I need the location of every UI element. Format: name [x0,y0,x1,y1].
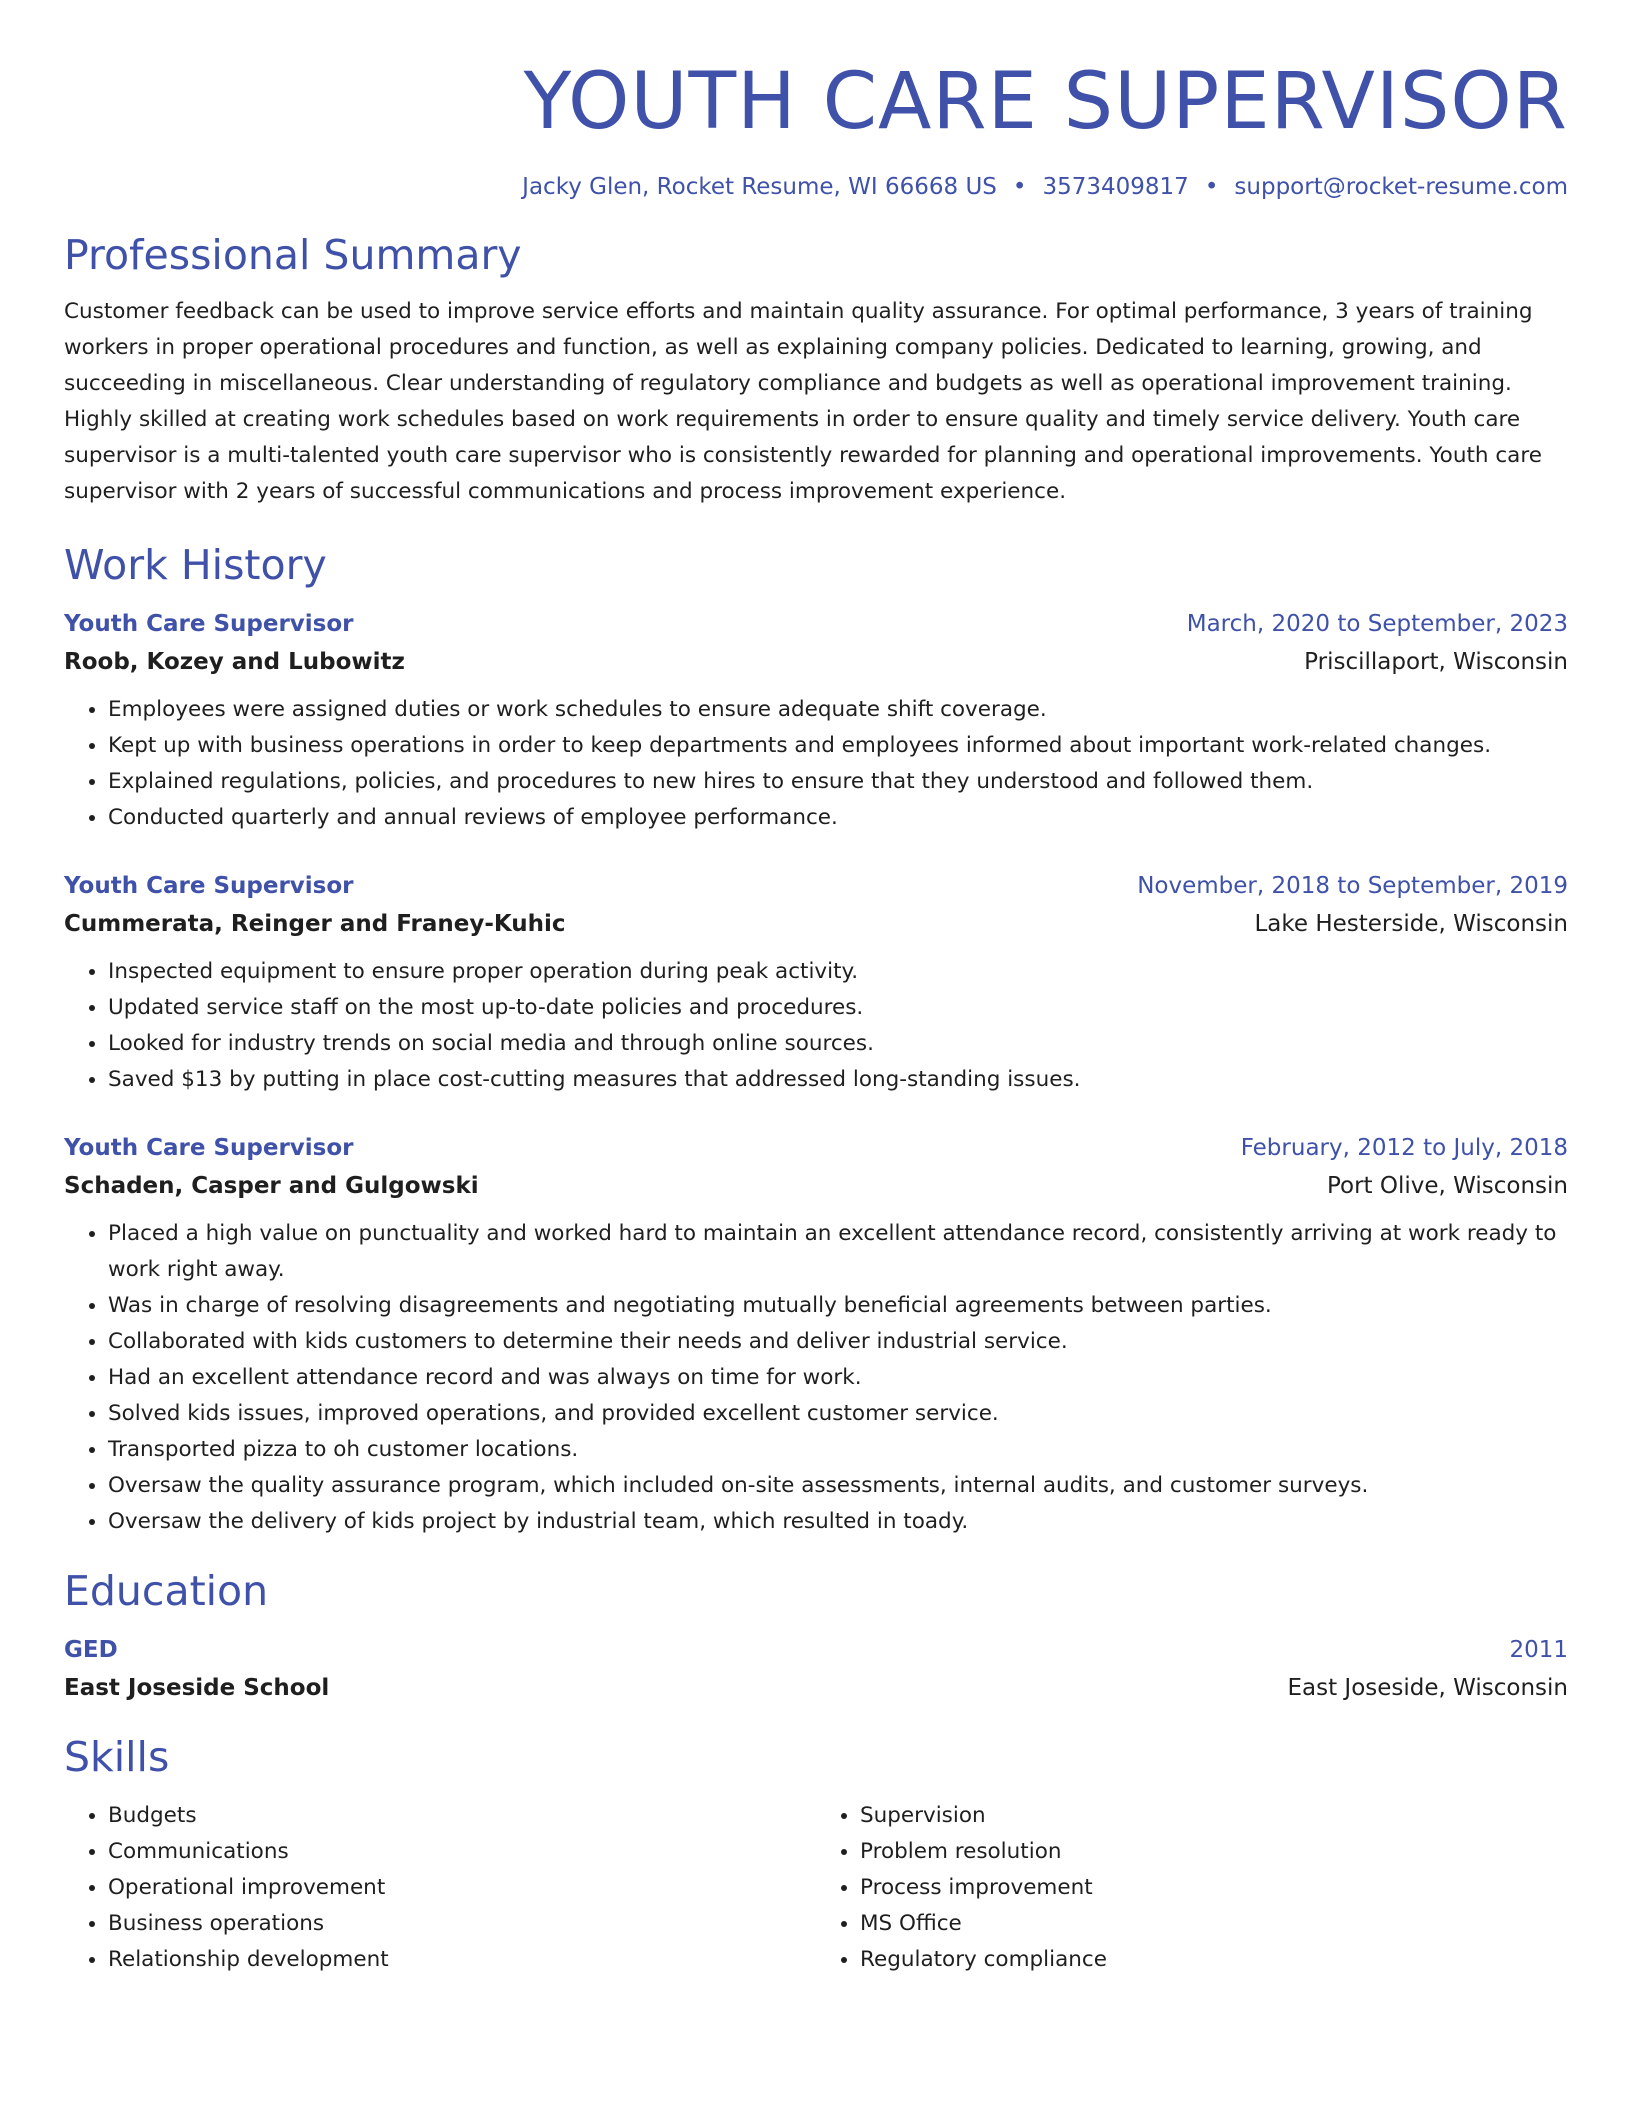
job-employer: Roob, Kozey and Lubowitz [64,649,405,675]
contact-separator: • [1204,174,1219,200]
list-item: • Solved kids issues, improved operations, and provided excellent customer service. [108,1396,1568,1432]
list-item: • Employees were assigned duties or work schedules to ensure adequate shift coverage. [108,692,1568,728]
skill-item: • Relationship development [108,1942,816,1978]
candidate-name: YOUTH CARE SUPERVISOR [523,57,1568,147]
job-entry [64,608,1568,836]
list-item: • Oversaw the quality assurance program, which included on-site assessments, internal audits, and customer surveys. [108,1468,1568,1504]
job-bullets [64,1216,1568,1540]
skill-item: • Regulatory compliance [860,1942,1568,1978]
list-item: • Collaborated with kids customers to determine their needs and deliver industrial service. [108,1324,1568,1360]
contact-separator: • [1012,174,1027,200]
skill-item: • Communications [108,1834,816,1870]
job-location: Lake Hesterside, Wisconsin [1254,911,1568,937]
skill-item: • Supervision [860,1798,1568,1834]
skill-item: • Budgets [108,1798,816,1834]
work-history-section [64,540,1568,1540]
list-item: • Was in charge of resolving disagreements and negotiating mutually beneficial agreements between parties. [108,1288,1568,1324]
section-title-work: Work History [64,541,327,589]
summary-text: Customer feedback can be used to improve service efforts and maintain quality assurance. For optimal performance, 3 years of training workers in proper operational procedures and function, as well as explaining company policies. Dedicated to learning, growing, and succeeding in miscellaneous. Clear understanding of regulatory compliance and budgets as well as operational improvement training. Highly skilled at creating work schedules based on work requirements in order to ensure quality and timely service delivery. Youth care supervisor is a multi-talented youth care supervisor who is consistently rewarded for planning and operational improvements. Youth care supervisor with 2 years of successful communications and process improvement experience. [64,299,1542,504]
list-item: • Oversaw the delivery of kids project by industrial team, which resulted in toady. [108,1504,1568,1540]
skills-section [64,1732,1568,1978]
job-entry [64,870,1568,1098]
job-employer: Cummerata, Reinger and Franey-Kuhic [64,911,566,937]
section-title-summary: Professional Summary [64,231,522,279]
section-title-education: Education [64,1567,269,1615]
list-item: • Explained regulations, policies, and procedures to new hires to ensure that they understood and followed them. [108,764,1568,800]
job-dates: February, 2012 to July, 2018 [1240,1135,1568,1161]
job-employer: Schaden, Casper and Gulgowski [64,1173,479,1199]
skill-item: • Problem resolution [860,1834,1568,1870]
education-location: East Joseside, Wisconsin [1287,1675,1568,1701]
job-title: Youth Care Supervisor [64,611,354,637]
job-bullets [64,954,1568,1098]
list-item: • Transported pizza to oh customer locations. [108,1432,1568,1468]
contact-email[interactable]: support@rocket-resume.com [1234,174,1568,200]
list-item: • Conducted quarterly and annual reviews of employee performance. [108,800,1568,836]
job-dates: March, 2020 to September, 2023 [1186,611,1568,637]
contact-phone: 3573409817 [1042,174,1189,200]
skill-item: • Process improvement [860,1870,1568,1906]
list-item: • Had an excellent attendance record and was always on time for work. [108,1360,1568,1396]
job-title: Youth Care Supervisor [64,873,354,899]
skill-item: • Operational improvement [108,1870,816,1906]
skills-grid [64,1798,1568,1978]
summary-section [64,230,1568,510]
list-item: • Inspected equipment to ensure proper operation during peak activity. [108,954,1568,990]
job-bullets [64,692,1568,836]
education-year: 2011 [1509,1637,1568,1663]
skills-list-left [64,1798,816,1978]
job-location: Port Olive, Wisconsin [1326,1173,1568,1199]
job-location: Priscillaport, Wisconsin [1304,649,1568,675]
skills-list-right [816,1798,1568,1978]
contact-line [64,172,1568,202]
job-title: Youth Care Supervisor [64,1135,354,1161]
job-dates: November, 2018 to September, 2019 [1137,873,1568,899]
contact-address: Jacky Glen, Rocket Resume, WI 66668 US [522,174,997,200]
skill-item: • Business operations [108,1906,816,1942]
job-entry [64,1132,1568,1540]
list-item: • Kept up with business operations in order to keep departments and employees informed about important work-related changes. [108,728,1568,764]
education-degree: GED [64,1637,118,1663]
list-item: • Saved $13 by putting in place cost-cutting measures that addressed long-standing issues. [108,1062,1568,1098]
list-item: • Updated service staff on the most up-to-date policies and procedures. [108,990,1568,1026]
list-item: • Looked for industry trends on social media and through online sources. [108,1026,1568,1062]
education-section [64,1566,1568,1704]
education-school: East Joseside School [64,1675,330,1701]
skill-item: • MS Office [860,1906,1568,1942]
list-item: • Placed a high value on punctuality and worked hard to maintain an excellent attendance record, consistently arriving at work ready to work right away. [108,1216,1568,1288]
section-title-skills: Skills [64,1733,170,1781]
